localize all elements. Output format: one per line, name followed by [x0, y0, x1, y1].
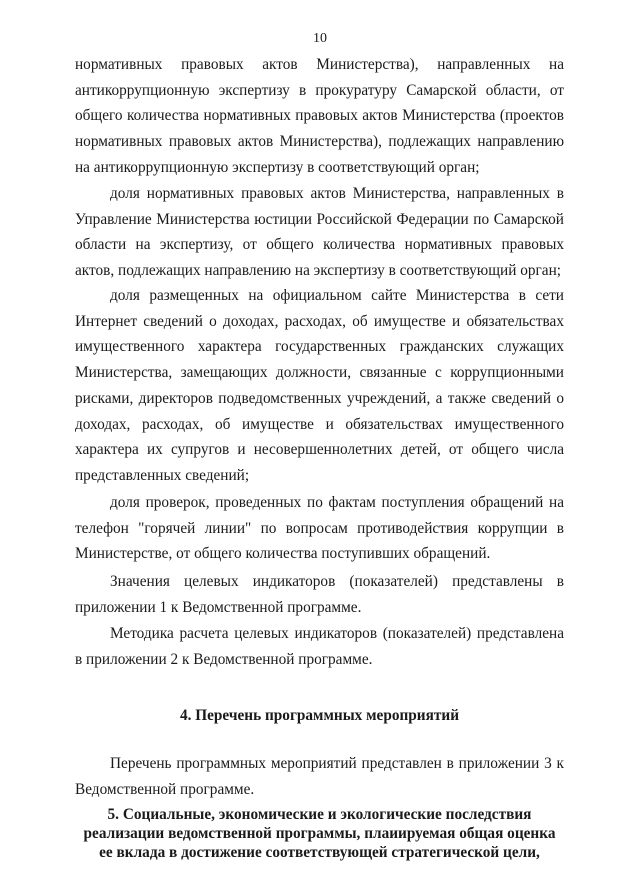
section-5-heading-line-1: 5. Социальные, экономические и экологические последствия: [107, 806, 532, 823]
paragraph-4: [75, 490, 564, 567]
page-number: 10: [313, 31, 327, 46]
section-5-heading-line-3: ее вклада в достижение соответствующей стратегической цели,: [99, 844, 540, 861]
paragraph-4-text: доля проверок, проведенных по фактам поступления обращений на телефон "горячей линии" по вопросам противодействия коррупции в Министерстве, от общего количества поступивших обращений.: [75, 494, 564, 563]
section-4-heading: 4. Перечень программных мероприятий: [179, 707, 460, 724]
paragraph-5: [75, 569, 564, 620]
paragraph-2: [75, 181, 564, 284]
paragraph-1-text: нормативных правовых актов Министерства), направленных на антикоррупционную экспертизу в прокуратуру Самарской области, от общего количества нормативных правовых актов Министерства (проектов нормативных правовых актов Министерства), подлежащих направлению на антикоррупционную экспертизу в соответствующий орган;: [75, 56, 564, 176]
paragraph-6-text: Методика расчета целевых индикаторов (показателей) представлена в приложении 2 к Ведомственной программе.: [75, 625, 564, 668]
paragraph-5-text: Значения целевых индикаторов (показателей) представлены в приложении 1 к Ведомственной программе.: [75, 573, 564, 616]
paragraph-6: [75, 621, 564, 672]
paragraph-1: [75, 52, 564, 181]
section-5-heading: [75, 805, 564, 862]
section-4-text: Перечень программных мероприятий представлен в приложении 3 к Ведомственной программе.: [75, 755, 564, 798]
paragraph-2-text: доля нормативных правовых актов Министерства, направленных в Управление Министерства юстиции Российской Федерации по Самарской области на экспертизу, от общего количества нормативных правовых актов, подлежащих направлению на экспертизу в соответствующий орган;: [75, 185, 564, 280]
section-4-paragraph: [75, 751, 564, 802]
paragraph-3-text: доля размещенных на официальном сайте Министерства в сети Интернет сведений о доходах, расходах, об имуществе и обязательствах имущественного характера государственных гражданских служащих Министерства, замещающих должности, связанные с коррупционными рисками, директоров подведомственных учреждений, а также сведений о доходах, расходах, об имуществе и обязательствах имущественного характера их супругов и несовершеннолетних детей, от общего числа представленных сведений;: [75, 287, 564, 484]
section-5-heading-line-2: реализации ведомственной программы, плаиируемая общая оценка: [83, 825, 556, 842]
paragraph-3: [75, 283, 564, 489]
